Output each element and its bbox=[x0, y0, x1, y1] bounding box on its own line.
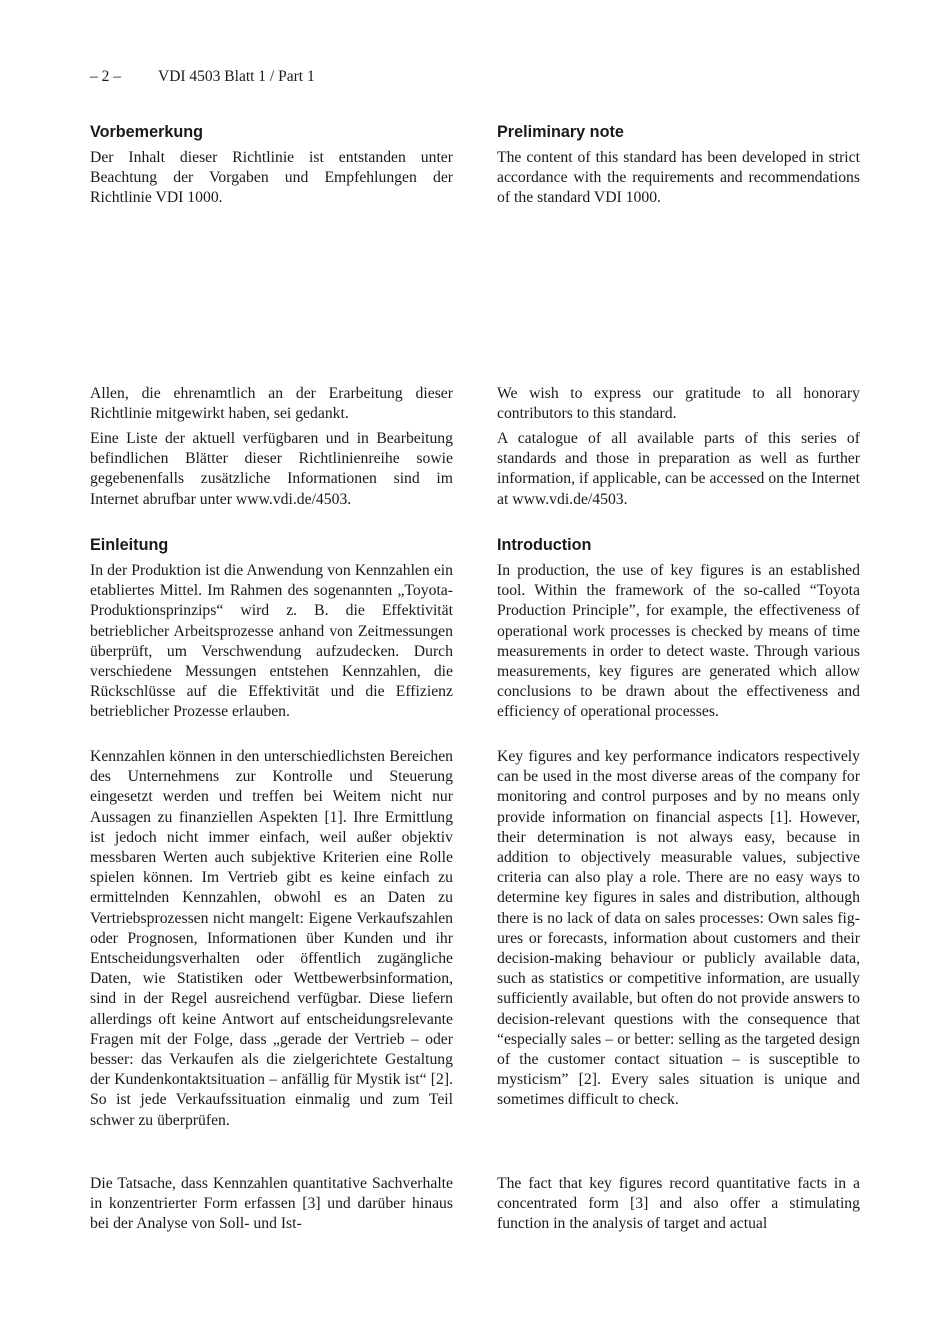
en-prelim-text: The content of this standard has been developed in strict accordance with the requirements and recommendations of the standard VDI 1000. bbox=[497, 149, 860, 207]
en-intro-paragraph-1: In production, the use of key figures is an established tool. Within the framework of the so-called “Toyota Production Principle”, for example, the effectiveness of operational work processes is checked by means of time measurements in order to detect waste. Through various measurements, key figures are generated which allow conclusions to be drawn about the effectiveness and efficiency of operational processes. bbox=[497, 562, 860, 721]
en-intro-paragraph-3: The fact that key figures record quantitative facts in a concentrated form [3] and also offer a stimulating function in the analysis of target and actual bbox=[497, 1175, 860, 1233]
heading-introduction: Introduction bbox=[497, 536, 592, 554]
de-intro-paragraph-1: In der Produktion ist die Anwendung von Kennzahlen ein etabliertes Mittel. Im Rahmen des sogenannten „Toyota-Produktionsprinzips“ wird z. B. die Effektivität betrieblicher Arbeitsprozesse anhand von Zeitmessungen überprüft, um Verschwendung aufzudecken. Durch verschiedene Messungen entstehen Kennzahlen, die Rückschlüsse auf die Effektivität und die Effizienz betrieblicher Prozesse erlauben. bbox=[90, 562, 453, 721]
de-intro-paragraph-2: Kennzahlen können in den unterschiedlichsten Bereichen des Unternehmens zur Kontrolle und Steuerung eingesetzt werden und treffen bei Weitem nicht nur Aussagen zu finanziellen Aspekten [1]. Ihre Ermittlung ist jedoch nicht immer einfach, weil außer objektiv messbaren Werten auch subjektive Kriterien eine Rolle spielen können. Im Vertrieb gibt es keine einfach zu ermittelnden Kennzahlen, obwohl es an Daten zu Vertriebsprozessen nicht mangelt: Eigene Verkaufszahlen oder Prognosen, Informationen über Kunden und ihr Entscheidungsverhalten oder öffentlich zugängliche Daten, wie Statistiken oder Wettbewerbsinformation, sind in der Regel ausreichend verfügbar. Diese liefern allerdings oft keine Antwort auf entscheidungsrelevante Fragen mit der Folge, dass „gerade der Vertrieb – oder besser: das Verkaufen als die zielgerichtete Gestaltung der Kundenkontaktsituation – anfällig für Mystik ist“ [2]. So ist jede Verkaufssituation einmalig und zum Teil schwer zu überprüfen. bbox=[90, 748, 453, 1129]
de-thanks-text: Allen, die ehrenamtlich an der Erarbeitung dieser Richtlinie mitgewirkt haben, sei gedankt. bbox=[90, 385, 453, 423]
heading-preliminary-note: Preliminary note bbox=[497, 123, 624, 141]
en-thanks-text: We wish to express our gratitude to all honorary contributors to this standard. bbox=[497, 385, 860, 423]
page-header bbox=[90, 68, 315, 86]
page-number: – 2 – bbox=[90, 68, 121, 85]
heading-einleitung: Einleitung bbox=[90, 536, 169, 554]
de-list-text: Eine Liste der aktuell verfügbaren und in Bearbeitung befindlichen Blätter dieser Richtlinienreihe sowie gegebenenfalls zusätzliche Informationen sind im Internet abrufbar unter www.vdi.de/4503. bbox=[90, 430, 453, 508]
en-list-text: A catalogue of all available parts of this series of standards and those in preparation as well as further information, if applicable, can be accessed on the Internet at www.vdi.de/4503. bbox=[497, 430, 860, 508]
document-title: VDI 4503 Blatt 1 / Part 1 bbox=[158, 68, 315, 85]
heading-vorbemerkung: Vorbemerkung bbox=[90, 123, 204, 141]
de-intro-paragraph-3: Die Tatsache, dass Kennzahlen quantitative Sachverhalte in konzentrierter Form erfassen [3] und darüber hinaus bei der Analyse von Soll- und Ist- bbox=[90, 1175, 453, 1233]
en-intro-paragraph-2: Key figures and key performance indicators respectively can be used in the most diverse areas of the company for monitoring and control purposes and by no means only provide information on financial aspects [1]. However, their determination is not always easy, because in addition to objectively measurable values, subjective criteria can also play a role. There are no easy ways to determine key figures in sales and distribution, although there is no lack of data on sales processes: Own sales figures or forecasts, information about customers and their decision-making behaviour or publicly available data, such as statistics or competitive information, are usually sufficiently available, but often do not provide answers to decision-relevant questions with the consequence that “especially sales – or better: selling as the targeted design of the customer contact situation – is susceptible to mysticism” [2]. Every sales situation is unique and sometimes difficult to check. bbox=[497, 748, 860, 1109]
de-prelim-text: Der Inhalt dieser Richtlinie ist entstanden unter Beachtung der Vorgaben und Empfehlungen der Richtlinie VDI 1000. bbox=[90, 149, 453, 207]
